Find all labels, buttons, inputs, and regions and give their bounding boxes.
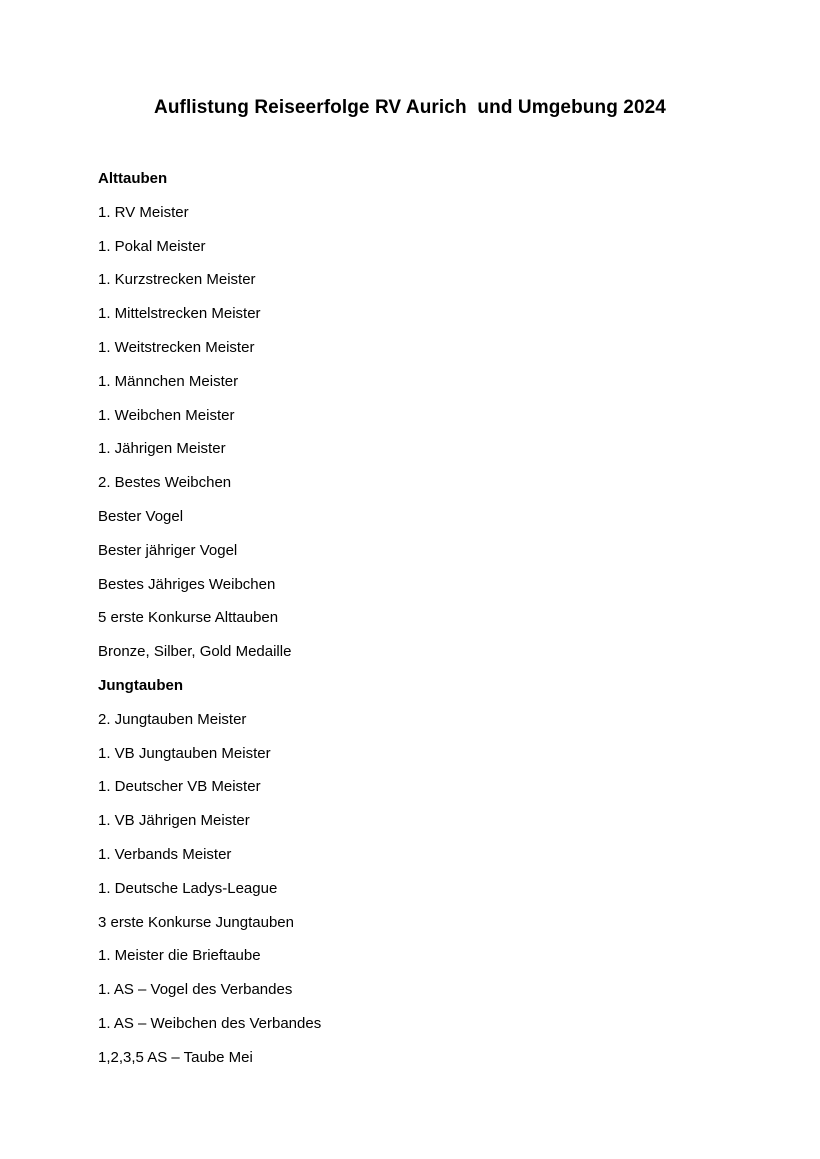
- document-title: Auflistung Reiseerfolge RV Aurich und Umgebung 2024: [154, 97, 666, 118]
- document-body: [0, 162, 820, 1075]
- list-item: Bester jähriger Vogel: [98, 541, 238, 559]
- list-item: Bronze, Silber, Gold Medaille: [98, 643, 292, 661]
- list-item: 3 erste Konkurse Jungtauben: [98, 913, 294, 931]
- list-item: 1. AS – Vogel des Verbandes: [98, 981, 293, 999]
- list-item: 1. Weibchen Meister: [98, 406, 235, 424]
- list-item: 2. Bestes Weibchen: [98, 474, 232, 492]
- list-item: 1. Weitstrecken Meister: [98, 338, 255, 356]
- section-heading-jungtauben: Jungtauben: [98, 676, 183, 694]
- list-item: 2. Jungtauben Meister: [98, 710, 247, 728]
- list-item: 1. Meister die Brieftaube: [98, 947, 261, 965]
- section-heading-alttauben: Alttauben: [98, 170, 168, 187]
- list-item: 1. Deutscher VB Meister: [98, 778, 261, 796]
- list-item: Bester Vogel: [98, 507, 184, 525]
- list-item: 1. RV Meister: [98, 203, 189, 221]
- list-item: 1,2,3,5 AS – Taube Mei: [98, 1048, 253, 1066]
- list-item: 1. VB Jungtauben Meister: [98, 744, 271, 762]
- list-item: 1. Mittelstrecken Meister: [98, 305, 261, 323]
- list-item: 1. Deutsche Ladys-League: [98, 879, 278, 897]
- list-item: 1. Verbands Meister: [98, 845, 232, 863]
- list-item: 1. Männchen Meister: [98, 372, 239, 390]
- list-item: Bestes Jähriges Weibchen: [98, 575, 276, 593]
- list-item: 5 erste Konkurse Alttauben: [98, 609, 279, 627]
- list-item: 1. VB Jährigen Meister: [98, 812, 250, 830]
- list-item: 1. AS – Weibchen des Verbandes: [98, 1014, 322, 1032]
- list-item: 1. Pokal Meister: [98, 237, 206, 255]
- list-item: 1. Jährigen Meister: [98, 440, 226, 458]
- list-item: 1. Kurzstrecken Meister: [98, 271, 256, 289]
